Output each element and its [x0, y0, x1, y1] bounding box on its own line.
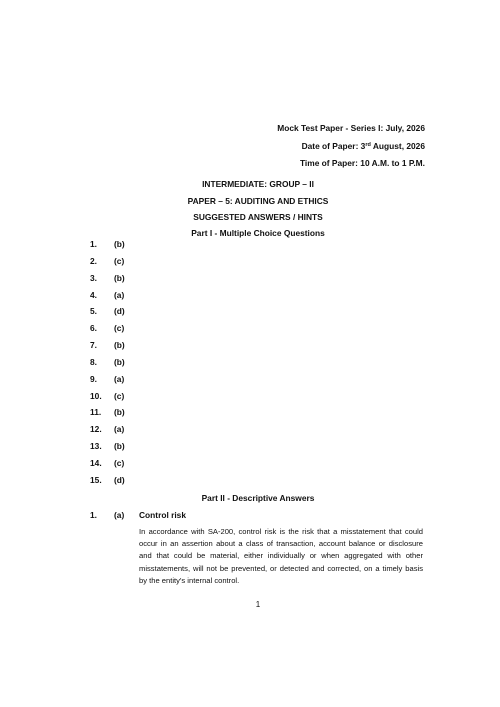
mcq-answer: (a): [114, 289, 125, 300]
mcq-number: 7.: [90, 340, 97, 351]
mcq-number: 13.: [90, 441, 102, 452]
mcq-row: [90, 340, 290, 357]
paper-time: Time of Paper: 10 A.M. to 1 P.M.: [299, 158, 425, 168]
mcq-answer: (b): [114, 356, 125, 367]
mcq-row: [90, 391, 290, 408]
mcq-row: [90, 323, 290, 340]
mcq-row: [90, 357, 290, 374]
mcq-row: [90, 424, 290, 441]
mcq-row: [90, 407, 290, 424]
mcq-number: 1.: [90, 239, 97, 249]
mcq-row: [90, 290, 290, 307]
part1-title: Part I - Multiple Choice Questions: [191, 228, 325, 238]
paper-date: [302, 141, 425, 151]
part2-title: Part II - Descriptive Answers: [201, 493, 315, 503]
mcq-answer: (b): [114, 407, 125, 418]
mcq-row: [90, 239, 290, 256]
mcq-answer: (b): [114, 340, 125, 351]
mcq-row: [90, 273, 290, 290]
question-subpart: (a): [114, 510, 125, 520]
mcq-number: 9.: [90, 373, 97, 384]
mcq-row: [90, 475, 290, 492]
mcq-number: 14.: [90, 457, 102, 468]
mcq-answer: (d): [114, 306, 125, 317]
paper-date-prefix: Date of Paper: 3: [301, 141, 366, 151]
answer-paragraph: In accordance with SA-200, control risk is the risk that a misstatement that could occur in an assertion about a class of transaction, account balance or disclosure and that could be material, either individually or when aggregated with other misstatements, will not be prevented, or detected and corrected, on a timely basis by the entity's internal control.: [139, 527, 423, 585]
suggested-title: SUGGESTED ANSWERS / HINTS: [193, 212, 323, 222]
mcq-number: 5.: [90, 306, 97, 317]
mcq-number: 3.: [90, 272, 97, 283]
paper-date-suffix: August, 2026: [370, 141, 425, 151]
answer-heading: Control risk: [139, 510, 186, 520]
paper-title: PAPER – 5: AUDITING AND ETHICS: [187, 196, 329, 206]
mcq-answer: (c): [114, 323, 125, 334]
mcq-number: 8.: [90, 356, 97, 367]
mcq-answer: (b): [114, 239, 125, 249]
mcq-row: [90, 441, 290, 458]
mcq-row: [90, 306, 290, 323]
mcq-row: [90, 374, 290, 391]
mcq-answer: (b): [114, 441, 125, 452]
mcq-number: 2.: [90, 255, 97, 266]
mock-test-series: Mock Test Paper - Series I: July, 2026: [277, 123, 425, 133]
mcq-row: [90, 458, 290, 475]
mcq-number: 15.: [90, 474, 102, 485]
mcq-number: 10.: [90, 390, 102, 401]
mcq-answer: (c): [114, 390, 125, 401]
mcq-number: 4.: [90, 289, 97, 300]
group-title: INTERMEDIATE: GROUP – II: [202, 179, 314, 189]
mcq-answer-list: [90, 239, 290, 492]
mcq-answer: (a): [114, 424, 125, 435]
mcq-number: 6.: [90, 323, 97, 334]
mcq-answer: (c): [114, 457, 125, 468]
question-number: 1.: [90, 510, 97, 520]
page-number: 1: [255, 600, 261, 609]
mcq-number: 11.: [90, 407, 102, 418]
mcq-row: [90, 256, 290, 273]
mcq-number: 12.: [90, 424, 102, 435]
mcq-answer: (d): [114, 474, 125, 485]
mcq-answer: (c): [114, 255, 125, 266]
mcq-answer: (b): [114, 272, 125, 283]
paper-date-ordinal: rd: [365, 142, 371, 148]
mcq-answer: (a): [114, 373, 125, 384]
